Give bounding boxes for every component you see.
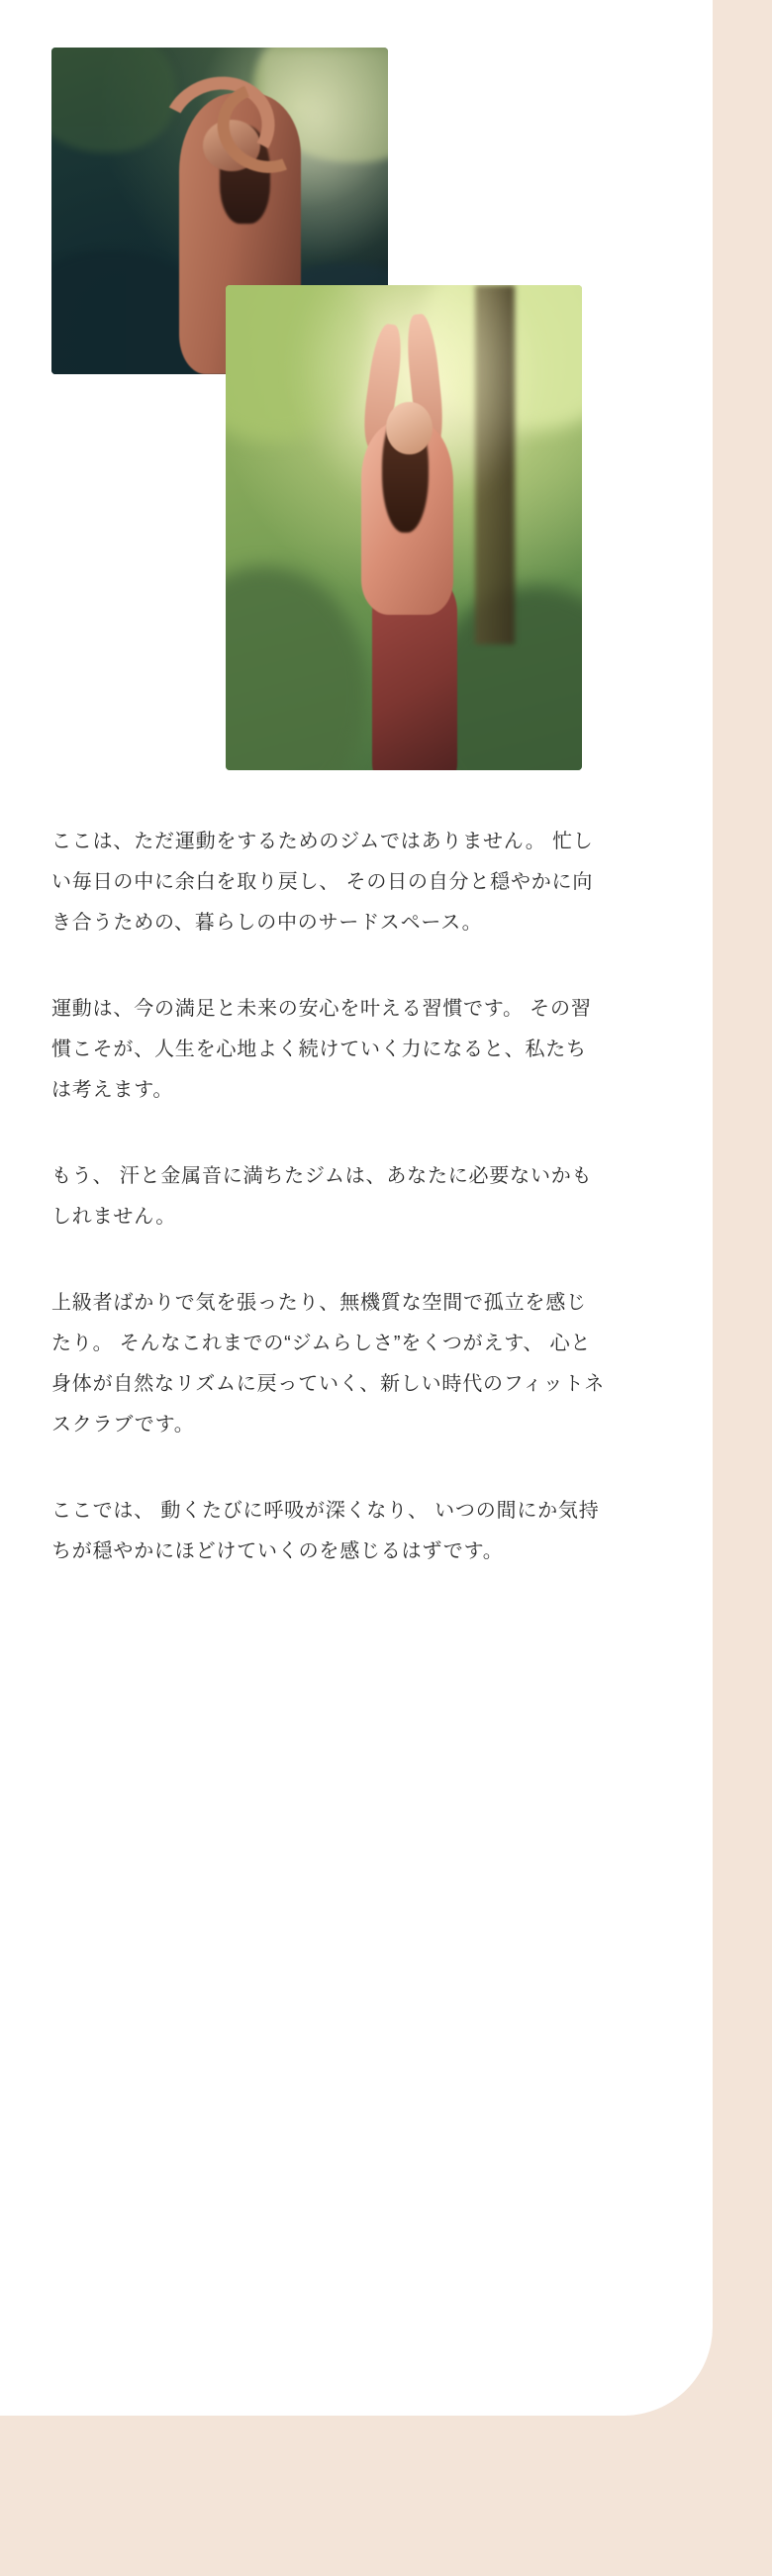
paragraph: ここは、ただ運動をするためのジムではありません。 忙しい毎日の中に余白を取り戻し、 その日の自分と穏やかに向き合うための、暮らしの中のサードスペース。 <box>51 831 594 934</box>
paragraph: もう、 汗と金属音に満ちたジムは、あなたに必要ないかもしれません。 <box>51 1165 593 1228</box>
photo-collage <box>0 0 713 792</box>
paragraph: 運動は、今の満足と未来の安心を叶える習慣です。 その習慣こそが、人生を心地よく続けていく力になると、私たちは考えます。 <box>51 998 592 1101</box>
figure-head <box>386 402 433 455</box>
foliage-shape <box>51 48 176 152</box>
paragraph: ここでは、 動くたびに呼吸が深くなり、 いつの間にか気持ちが穏やかにほどけていくのを感じるはずです。 <box>51 1500 600 1562</box>
body-copy <box>51 822 606 1572</box>
photo-woman-reaching-up-in-park <box>226 285 582 770</box>
paragraph: 上級者ばかりで気を張ったり、無機質な空間で孤立を感じたり。 そんなこれまでの“ジムらしさ”をくつがえす、 心と身体が自然なリズムに戻っていく、新しい時代のフィットネスクラブです。 <box>51 1292 605 1436</box>
